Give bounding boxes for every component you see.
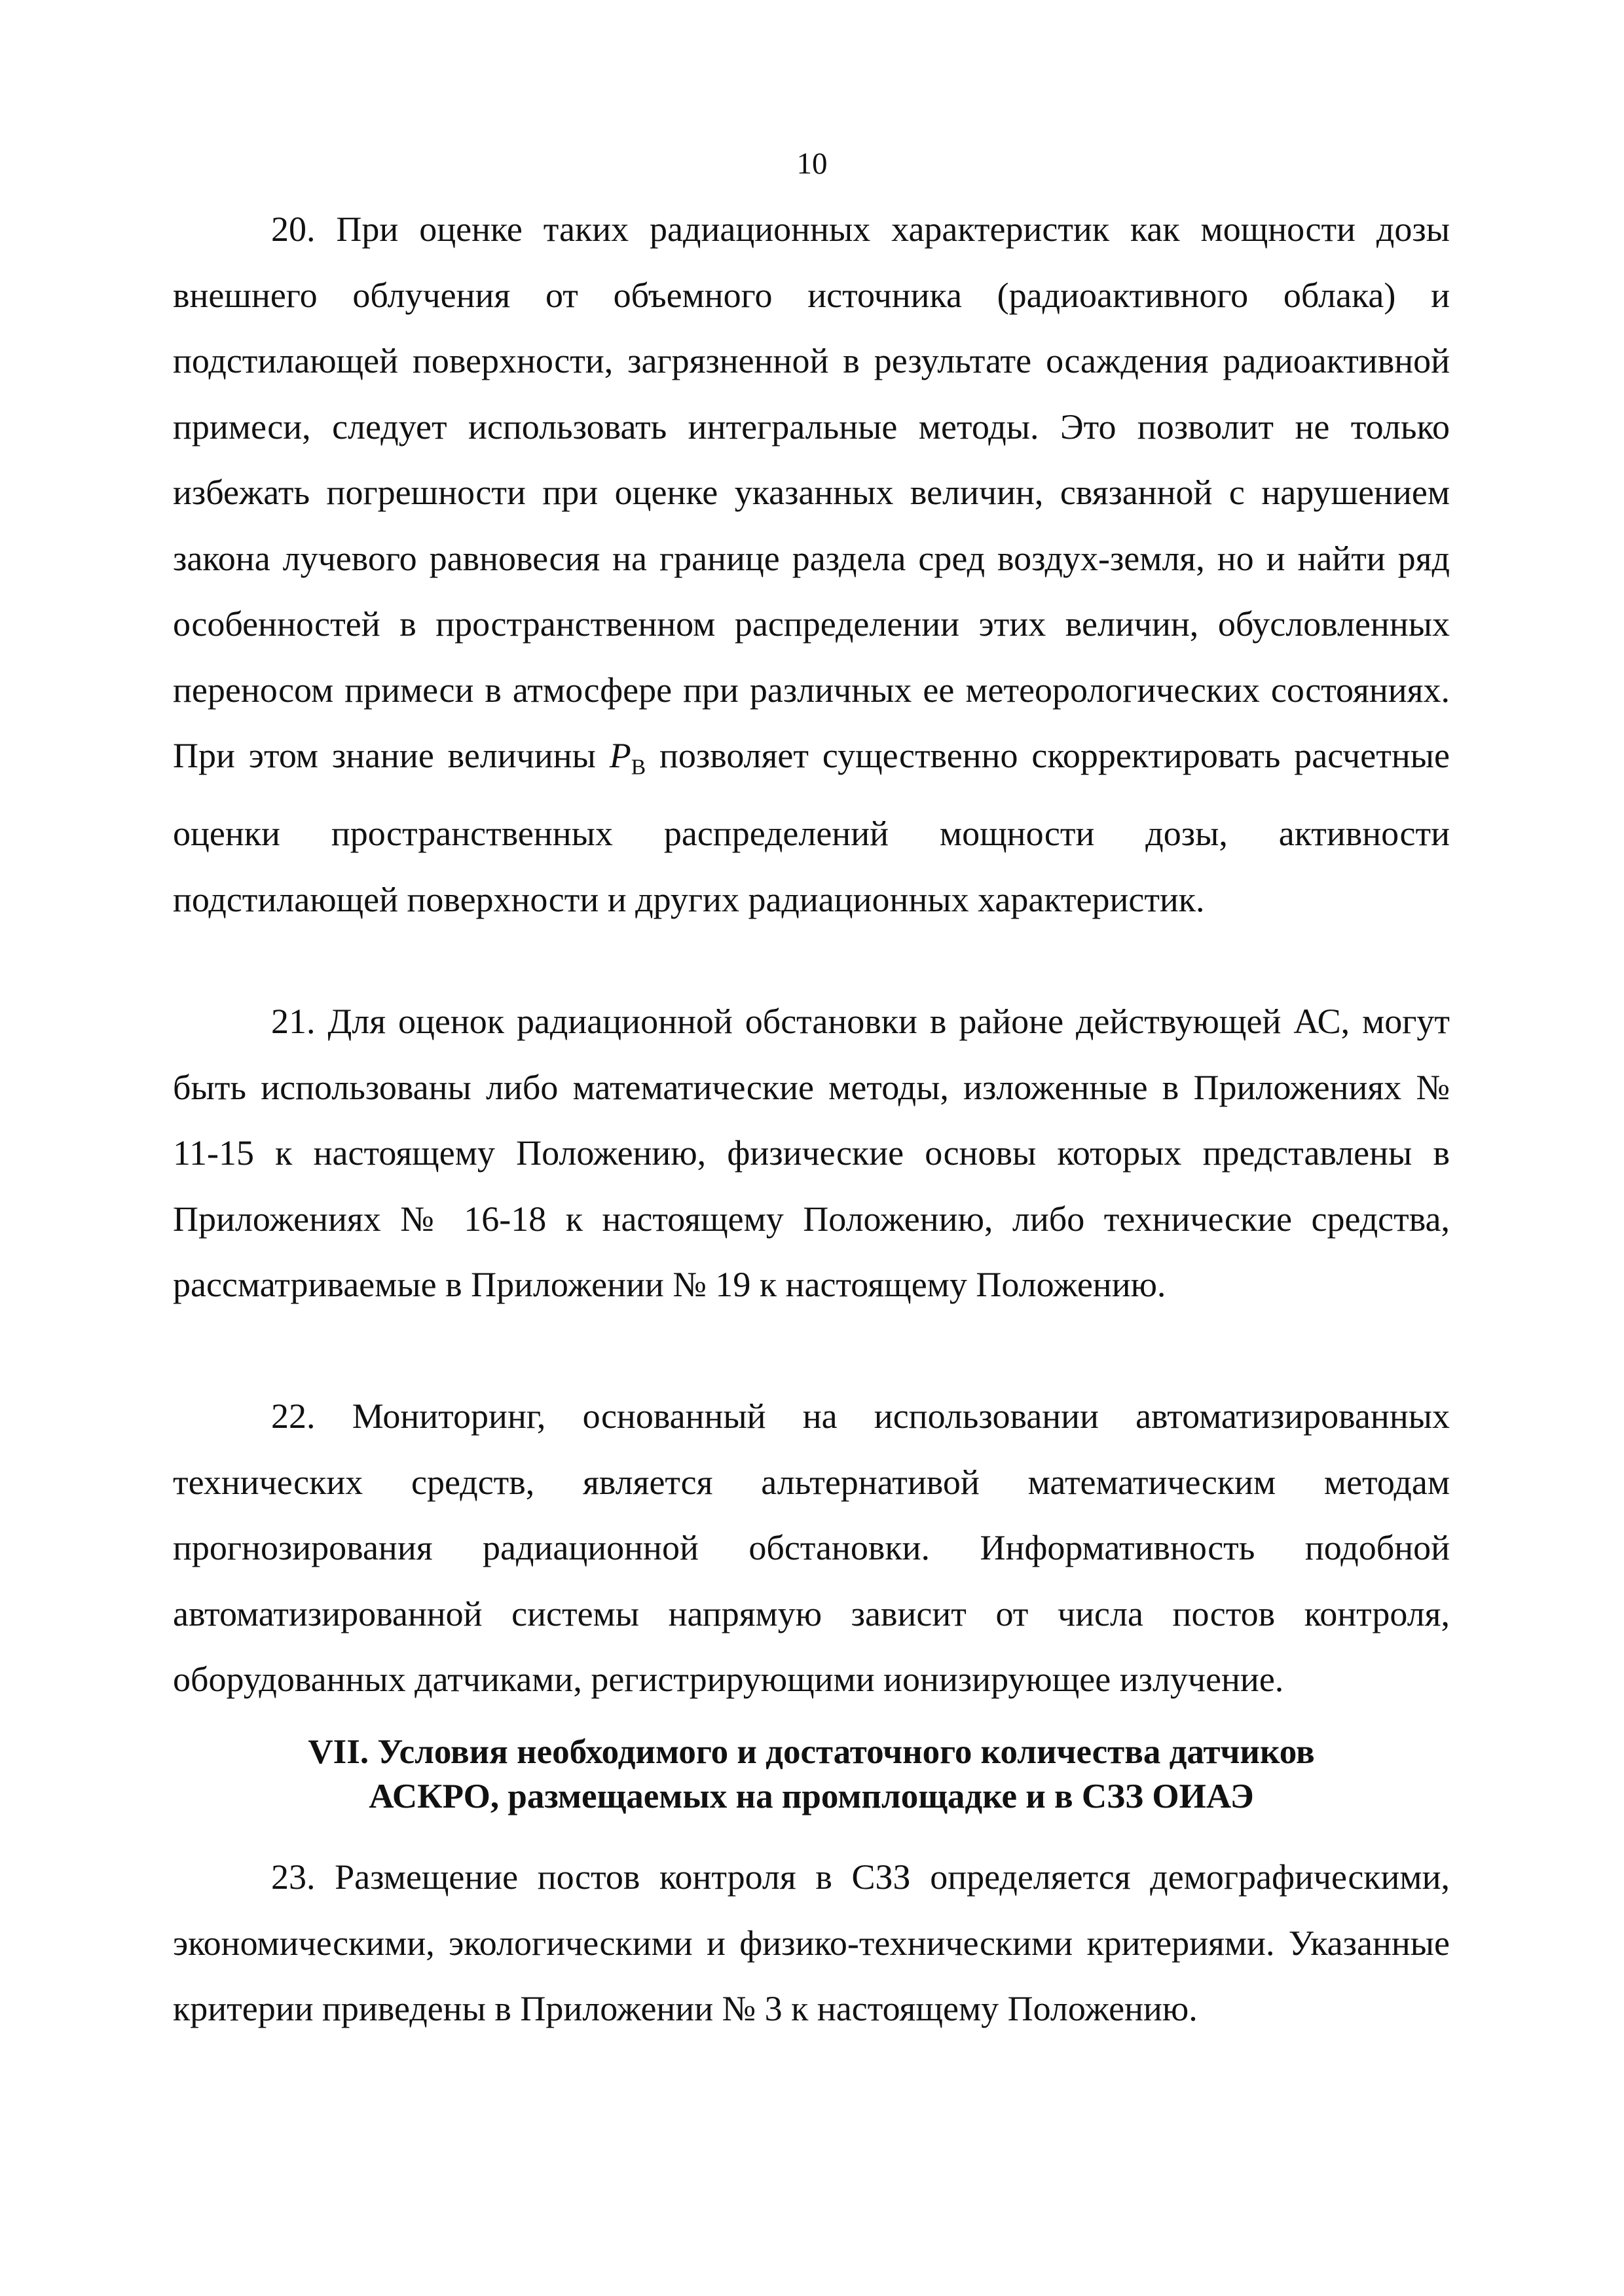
paragraph-20-text-end: позволяет существенно скорректировать расчетные оценки пространственных распределений мощности дозы, активности подстилающей поверхности и других радиационных характеристик.	[173, 736, 1450, 919]
paragraph-20	[173, 196, 1450, 932]
section-heading-line-1: VII. Условия необходимого и достаточного количества датчиков	[308, 1733, 1315, 1771]
paragraph-20-text-start: 20. При оценке таких радиационных характеристик как мощности дозы внешнего облучения от объемного источника (радиоактивного облака) и подстилающей поверхности, загрязненной в результате осаждения радиоактивной примеси, следует использовать интегральные методы. Это позволит не только избежать погрешности при оценке указанных величин, связанной с нарушением закона лучевого равновесия на границе раздела сред воздух-земля, но и найти ряд особенностей в пространственном распределении этих величин, обусловленных переносом примеси в атмосфере при различных ее метеорологических состояниях. При этом знание величины	[173, 210, 1450, 775]
paragraph-22: 22. Мониторинг, основанный на использовании автоматизированных технических средств, является альтернативой математическим методам прогнозирования радиационной обстановки. Информативность подобной автоматизированной системы напрямую зависит от числа постов контроля, оборудованных датчиками, регистрирующими ионизирующее излучение.	[173, 1396, 1450, 1699]
variable-p-symbol: P	[609, 736, 631, 775]
paragraph-21: 21. Для оценок радиационной обстановки в районе действующей АС, могут быть использованы либо математические методы, изложенные в Приложениях № 11-15 к настоящему Положению, физические основы которых представлены в Приложениях № 16-18 к настоящему Положению, либо технические средства, рассматриваемые в Приложении № 19 к настоящему Положению.	[173, 1002, 1450, 1304]
variable-p-subscript: В	[631, 755, 646, 780]
page-number: 10	[796, 147, 828, 181]
section-heading-line-2: АСКРО, размещаемых на промплощадке и в СЗЗ ОИАЭ	[369, 1777, 1254, 1815]
paragraph-23: 23. Размещение постов контроля в СЗЗ определяется демографическими, экономическими, экологическими и физико-техническими критериями. Указанные критерии приведены в Приложении № 3 к настоящему Положению.	[173, 1857, 1450, 2028]
section-heading	[173, 1730, 1450, 1819]
